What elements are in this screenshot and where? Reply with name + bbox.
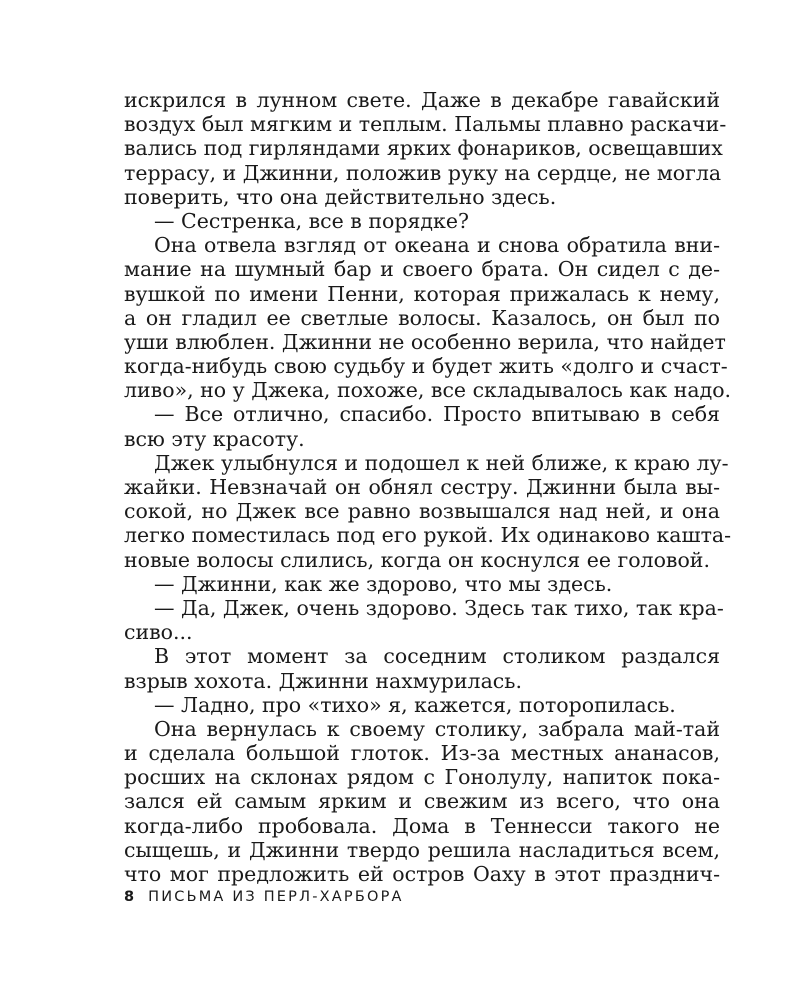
text-line: росших на склонах рядом с Гонолулу, напиток пока-: [124, 765, 720, 790]
page-body-text: [124, 88, 732, 886]
text-line: а он гладил ее светлые волосы. Казалось, он был по: [124, 305, 720, 330]
running-title: ПИСЬМА ИЗ ПЕРЛ-ХАРБОРА: [148, 889, 404, 905]
text-line: жайки. Невзначай он обнял сестру. Джинни была вы-: [124, 475, 720, 499]
text-line: новые волосы слились, когда он коснулся ее головой.: [124, 547, 710, 572]
text-line: взрыв хохота. Джинни нахмурилась.: [124, 668, 522, 693]
text-line: мание на шумный бар и своего брата. Он сидел с де-: [124, 257, 720, 282]
text-line: всю эту красоту.: [124, 426, 305, 451]
text-line: Джек улыбнулся и подошел к ней ближе, к краю лу-: [154, 450, 729, 475]
text-line: сыщешь, и Джинни твердо решила насладиться всем,: [124, 837, 720, 862]
text-line: вушкой по имени Пенни, которая прижалась к нему,: [124, 281, 720, 306]
text-line: когда-либо пробовала. Дома в Теннесси такого не: [124, 813, 720, 838]
text-line: что мог предложить ей остров Оаху в этот празднич-: [124, 862, 720, 886]
text-line: — Джинни, как же здорово, что мы здесь.: [154, 571, 613, 596]
text-line: сокой, но Джек все равно возвышался над ней, и она: [124, 499, 720, 524]
text-line: воздух был мягким и теплым. Пальмы плавно раскачи-: [124, 112, 727, 137]
text-line: уши влюблен. Джинни не особенно верила, что найдет: [124, 329, 726, 354]
text-line: зался ей самым ярким и свежим из всего, что она: [124, 789, 720, 814]
text-line: террасу, и Джинни, положив руку на сердце, не могла: [124, 160, 722, 185]
text-line: и сделала большой глоток. Из-за местных ананасов,: [124, 741, 720, 766]
text-line: Она отвела взгляд от океана и снова обратила вни-: [154, 233, 720, 258]
text-line: легко поместилась под его рукой. Их одинаково кашта-: [124, 523, 732, 548]
text-line: — Да, Джек, очень здорово. Здесь так тихо, так кра-: [154, 595, 724, 620]
text-line: — Все отлично, спасибо. Просто впитываю в себя: [154, 402, 720, 427]
text-line: Она вернулась к своему столику, забрала май-тай: [154, 716, 720, 741]
text-line: поверить, что она действительно здесь.: [124, 184, 557, 209]
text-line: сиво...: [124, 620, 193, 645]
text-line: искрился в лунном свете. Даже в декабре гавайский: [124, 88, 720, 112]
text-line: — Сестренка, все в порядке?: [154, 208, 469, 233]
text-line: когда-нибудь свою судьбу и будет жить «долго и счаст-: [124, 354, 728, 379]
text-line: ливо», но у Джека, похоже, все складывалось как надо.: [124, 378, 732, 403]
text-line: вались под гирляндами ярких фонариков, освещавших: [124, 136, 723, 161]
text-line: — Ладно, про «тихо» я, кажется, поторопилась.: [154, 692, 676, 717]
text-line: В этот момент за соседним столиком раздался: [154, 644, 720, 669]
page-footer: [124, 889, 404, 905]
page-number: 8: [124, 889, 135, 905]
